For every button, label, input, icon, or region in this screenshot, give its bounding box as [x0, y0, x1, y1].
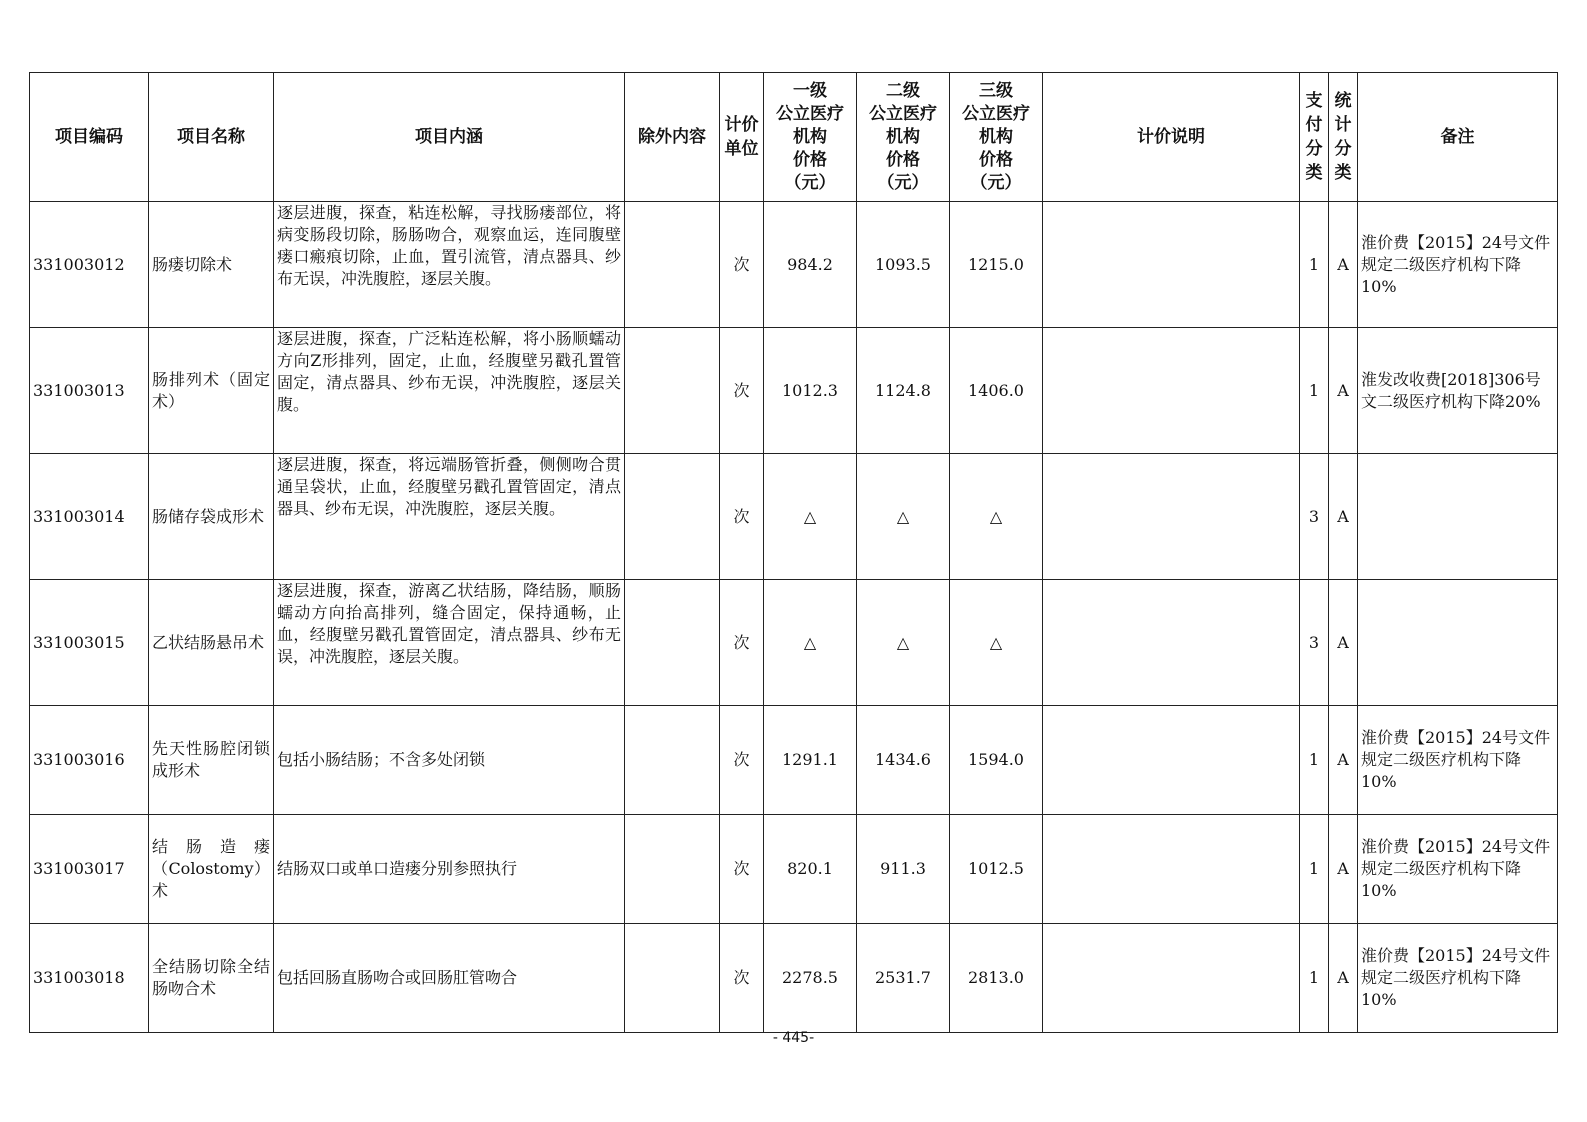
cell-name: 先天性肠腔闭锁成形术: [149, 706, 274, 815]
price-table: [29, 72, 1558, 1033]
cell-payment-category: 1: [1300, 202, 1329, 328]
cell-name: 结肠造瘘（Colostomy）术: [149, 815, 274, 924]
table-row: [30, 328, 1558, 454]
cell-stat-category: A: [1329, 580, 1358, 706]
cell-price-level2: 1434.6: [857, 706, 950, 815]
cell-price-level3: 1215.0: [950, 202, 1043, 328]
cell-pricing-note: [1043, 202, 1300, 328]
cell-price-level2: 911.3: [857, 815, 950, 924]
cell-name: 肠储存袋成形术: [149, 454, 274, 580]
cell-exclusion: [625, 924, 720, 1033]
cell-exclusion: [625, 706, 720, 815]
table-row: [30, 454, 1558, 580]
cell-content: 逐层进腹，探查，粘连松解，寻找肠瘘部位，将病变肠段切除，肠肠吻合，观察血运，连同腹壁瘘口瘢痕切除，止血，置引流管，清点器具、纱布无误，冲洗腹腔，逐层关腹。: [274, 202, 625, 328]
cell-unit: 次: [720, 454, 764, 580]
header-unit: 计价单位: [720, 73, 764, 202]
header-price-level1-line: （元）: [784, 172, 836, 193]
cell-price-level1: 820.1: [764, 815, 857, 924]
cell-code: 331003012: [30, 202, 149, 328]
header-code: 项目编码: [30, 73, 149, 202]
cell-price-level2: 1093.5: [857, 202, 950, 328]
header-price-level1-line: 一级: [793, 80, 827, 101]
table-row: [30, 924, 1558, 1033]
cell-price-level3: 1406.0: [950, 328, 1043, 454]
cell-code: 331003016: [30, 706, 149, 815]
header-price-level2: [857, 73, 950, 202]
cell-exclusion: [625, 815, 720, 924]
cell-content: 逐层进腹，探查，将远端肠管折叠，侧侧吻合贯通呈袋状，止血，经腹壁另戳孔置管固定，清点器具、纱布无误，冲洗腹腔，逐层关腹。: [274, 454, 625, 580]
page-number: - 445-: [772, 1030, 815, 1046]
cell-code: 331003014: [30, 454, 149, 580]
cell-pricing-note: [1043, 328, 1300, 454]
cell-stat-category: A: [1329, 815, 1358, 924]
cell-unit: 次: [720, 580, 764, 706]
header-price-level1: [764, 73, 857, 202]
cell-price-level1: △: [764, 454, 857, 580]
header-name: 项目名称: [149, 73, 274, 202]
cell-unit: 次: [720, 924, 764, 1033]
cell-remark: 淮价费【2015】24号文件规定二级医疗机构下降10%: [1358, 706, 1558, 815]
cell-payment-category: 1: [1300, 815, 1329, 924]
cell-payment-category: 1: [1300, 706, 1329, 815]
header-price-level2-line: 机构: [886, 126, 920, 147]
header-price-level2-line: 价格: [886, 149, 920, 170]
header-price-level3-line: 价格: [979, 149, 1013, 170]
header-stat-category: 统计分类: [1329, 73, 1358, 202]
cell-name: 全结肠切除全结肠吻合术: [149, 924, 274, 1033]
cell-exclusion: [625, 328, 720, 454]
cell-code: 331003017: [30, 815, 149, 924]
cell-payment-category: 3: [1300, 580, 1329, 706]
cell-remark: 淮价费【2015】24号文件规定二级医疗机构下降10%: [1358, 202, 1558, 328]
cell-remark: 淮发改收费[2018]306号文二级医疗机构下降20%: [1358, 328, 1558, 454]
cell-content: 结肠双口或单口造瘘分别参照执行: [274, 815, 625, 924]
cell-exclusion: [625, 202, 720, 328]
header-content: 项目内涵: [274, 73, 625, 202]
cell-name: 乙状结肠悬吊术: [149, 580, 274, 706]
header-price-level3-line: 三级: [979, 80, 1013, 101]
cell-payment-category: 3: [1300, 454, 1329, 580]
table-row: [30, 815, 1558, 924]
cell-price-level2: △: [857, 454, 950, 580]
header-exclusion: 除外内容: [625, 73, 720, 202]
cell-price-level3: 2813.0: [950, 924, 1043, 1033]
cell-content: 包括回肠直肠吻合或回肠肛管吻合: [274, 924, 625, 1033]
cell-price-level2: 1124.8: [857, 328, 950, 454]
cell-payment-category: 1: [1300, 924, 1329, 1033]
cell-name: 肠排列术（固定术）: [149, 328, 274, 454]
cell-content: 逐层进腹，探查，广泛粘连松解，将小肠顺蠕动方向Z形排列，固定，止血，经腹壁另戳孔置管固定，清点器具、纱布无误，冲洗腹腔，逐层关腹。: [274, 328, 625, 454]
cell-price-level3: △: [950, 454, 1043, 580]
cell-pricing-note: [1043, 706, 1300, 815]
cell-remark: [1358, 580, 1558, 706]
cell-price-level1: 1012.3: [764, 328, 857, 454]
cell-content: 包括小肠结肠；不含多处闭锁: [274, 706, 625, 815]
header-price-level3-line: （元）: [970, 172, 1022, 193]
cell-pricing-note: [1043, 580, 1300, 706]
header-price-level3-line: 机构: [979, 126, 1013, 147]
cell-price-level3: 1594.0: [950, 706, 1043, 815]
cell-code: 331003013: [30, 328, 149, 454]
cell-stat-category: A: [1329, 924, 1358, 1033]
cell-remark: 淮价费【2015】24号文件规定二级医疗机构下降10%: [1358, 815, 1558, 924]
cell-stat-category: A: [1329, 202, 1358, 328]
table-row: [30, 580, 1558, 706]
header-price-level2-line: （元）: [877, 172, 929, 193]
cell-remark: [1358, 454, 1558, 580]
cell-pricing-note: [1043, 815, 1300, 924]
cell-stat-category: A: [1329, 454, 1358, 580]
header-price-level3-line: 公立医疗: [962, 103, 1030, 124]
header-price-level2-line: 二级: [886, 80, 920, 101]
header-price-level1-line: 公立医疗: [776, 103, 844, 124]
table-body: [30, 202, 1558, 1033]
header-remark: 备注: [1358, 73, 1558, 202]
cell-unit: 次: [720, 706, 764, 815]
header-price-level3: [950, 73, 1043, 202]
cell-name: 肠瘘切除术: [149, 202, 274, 328]
header-payment-category: 支付分类: [1300, 73, 1329, 202]
cell-unit: 次: [720, 202, 764, 328]
header-pricing-note: 计价说明: [1043, 73, 1300, 202]
cell-unit: 次: [720, 815, 764, 924]
cell-remark: 淮价费【2015】24号文件规定二级医疗机构下降10%: [1358, 924, 1558, 1033]
cell-payment-category: 1: [1300, 328, 1329, 454]
cell-price-level2: △: [857, 580, 950, 706]
table-header: [30, 73, 1558, 202]
cell-price-level3: 1012.5: [950, 815, 1043, 924]
cell-pricing-note: [1043, 454, 1300, 580]
header-price-level1-line: 价格: [793, 149, 827, 170]
header-price-level1-line: 机构: [793, 126, 827, 147]
cell-code: 331003018: [30, 924, 149, 1033]
cell-pricing-note: [1043, 924, 1300, 1033]
cell-stat-category: A: [1329, 328, 1358, 454]
cell-exclusion: [625, 580, 720, 706]
cell-content: 逐层进腹，探查，游离乙状结肠，降结肠，顺肠蠕动方向抬高排列，缝合固定，保持通畅，止血，经腹壁另戳孔置管固定，清点器具、纱布无误，冲洗腹腔，逐层关腹。: [274, 580, 625, 706]
table-row: [30, 706, 1558, 815]
header-price-level2-line: 公立医疗: [869, 103, 937, 124]
cell-price-level1: 984.2: [764, 202, 857, 328]
cell-unit: 次: [720, 328, 764, 454]
table-row: [30, 202, 1558, 328]
cell-price-level3: △: [950, 580, 1043, 706]
cell-price-level1: △: [764, 580, 857, 706]
cell-price-level1: 2278.5: [764, 924, 857, 1033]
cell-stat-category: A: [1329, 706, 1358, 815]
cell-code: 331003015: [30, 580, 149, 706]
cell-exclusion: [625, 454, 720, 580]
cell-price-level1: 1291.1: [764, 706, 857, 815]
cell-price-level2: 2531.7: [857, 924, 950, 1033]
